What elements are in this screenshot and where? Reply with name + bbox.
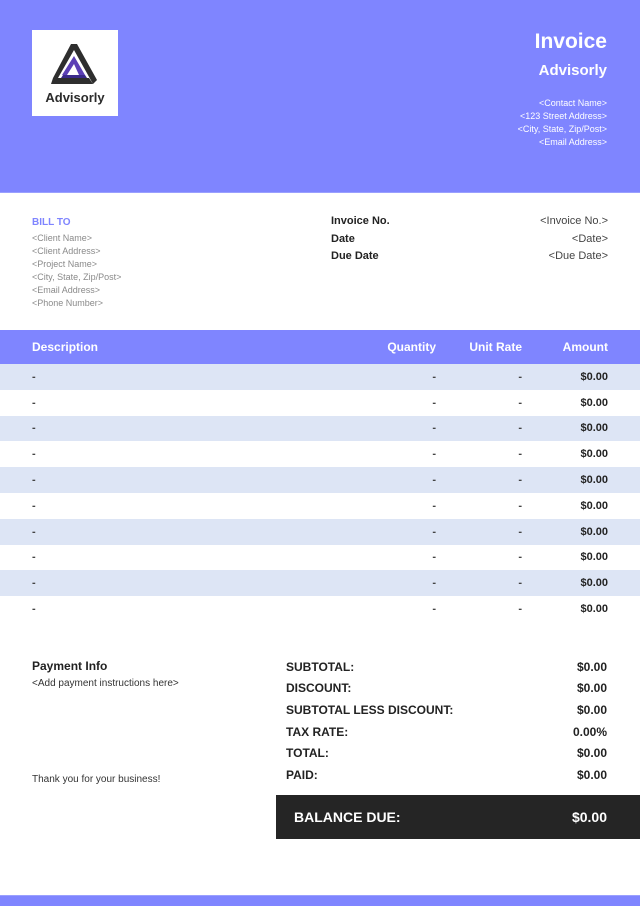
meta-row-due-date bbox=[331, 250, 608, 268]
cell-description: - bbox=[32, 577, 36, 590]
cell-amount: $0.00 bbox=[580, 474, 608, 487]
cell-quantity: - bbox=[432, 370, 436, 383]
total-label: TAX RATE: bbox=[286, 724, 349, 739]
logo-text: Advisorly bbox=[45, 90, 105, 105]
totals-summary bbox=[286, 656, 607, 786]
balance-due-value: $0.00 bbox=[571, 809, 607, 825]
table-row bbox=[0, 493, 640, 519]
meta-key: Date bbox=[331, 232, 355, 245]
cell-unit-rate: - bbox=[518, 370, 522, 383]
email-address: <Email Address> bbox=[538, 137, 607, 147]
cell-quantity: - bbox=[432, 603, 436, 616]
thank-you-note: Thank you for your business! bbox=[32, 774, 161, 785]
table-row bbox=[0, 570, 640, 596]
cell-unit-rate: - bbox=[518, 603, 522, 616]
cell-unit-rate: - bbox=[518, 396, 522, 409]
total-row-discount bbox=[286, 678, 607, 700]
cell-description: - bbox=[32, 474, 36, 487]
cell-unit-rate: - bbox=[518, 422, 522, 435]
cell-amount: $0.00 bbox=[580, 551, 608, 564]
total-row-tax-rate bbox=[286, 721, 607, 743]
cell-quantity: - bbox=[432, 448, 436, 461]
table-row bbox=[0, 545, 640, 571]
triangle-logo-icon bbox=[49, 42, 99, 86]
total-value: $0.00 bbox=[576, 681, 607, 696]
total-value: $0.00 bbox=[576, 767, 607, 782]
meta-row-invoice-no bbox=[331, 215, 608, 233]
cell-quantity: - bbox=[432, 422, 436, 435]
cell-description: - bbox=[32, 448, 36, 461]
payment-instructions: <Add payment instructions here> bbox=[32, 678, 179, 689]
header-quantity: Quantity bbox=[387, 340, 436, 354]
table-row bbox=[0, 441, 640, 467]
meta-value: <Due Date> bbox=[548, 250, 608, 262]
cell-description: - bbox=[32, 370, 36, 383]
client-email: <Email Address> bbox=[32, 285, 101, 295]
invoice-meta bbox=[331, 215, 608, 268]
cell-description: - bbox=[32, 499, 36, 512]
client-address: <Client Address> bbox=[32, 246, 101, 256]
contact-name: <Contact Name> bbox=[538, 98, 607, 108]
invoice-header bbox=[0, 0, 640, 193]
cell-amount: $0.00 bbox=[580, 396, 608, 409]
total-label: SUBTOTAL LESS DISCOUNT: bbox=[286, 702, 454, 717]
meta-row-date bbox=[331, 233, 608, 251]
cell-amount: $0.00 bbox=[580, 577, 608, 590]
cell-amount: $0.00 bbox=[580, 525, 608, 538]
cell-description: - bbox=[32, 422, 36, 435]
total-value: $0.00 bbox=[576, 702, 607, 717]
cell-amount: $0.00 bbox=[580, 448, 608, 461]
project-name: <Project Name> bbox=[32, 259, 98, 269]
table-row bbox=[0, 596, 640, 622]
total-value: 0.00% bbox=[572, 724, 607, 739]
table-header bbox=[0, 330, 640, 364]
cell-amount: $0.00 bbox=[580, 422, 608, 435]
header-description: Description bbox=[32, 340, 99, 354]
balance-due-bar bbox=[276, 795, 640, 839]
cell-quantity: - bbox=[432, 577, 436, 590]
table-row bbox=[0, 416, 640, 442]
meta-key: Due Date bbox=[331, 250, 379, 262]
client-city-state-zip: <City, State, Zip/Post> bbox=[32, 272, 122, 282]
cell-description: - bbox=[32, 525, 36, 538]
cell-amount: $0.00 bbox=[580, 499, 608, 512]
company-name: Advisorly bbox=[538, 62, 607, 79]
total-label: TOTAL: bbox=[286, 746, 329, 761]
street-address: <123 Street Address> bbox=[519, 111, 607, 121]
meta-value: <Date> bbox=[571, 232, 608, 245]
table-row bbox=[0, 390, 640, 416]
cell-description: - bbox=[32, 551, 36, 564]
city-state-zip: <City, State, Zip/Post> bbox=[517, 124, 607, 134]
cell-unit-rate: - bbox=[518, 525, 522, 538]
cell-unit-rate: - bbox=[518, 448, 522, 461]
company-contact bbox=[518, 97, 607, 149]
cell-unit-rate: - bbox=[518, 551, 522, 564]
total-value: $0.00 bbox=[576, 659, 607, 674]
total-value: $0.00 bbox=[576, 746, 607, 761]
cell-unit-rate: - bbox=[518, 474, 522, 487]
cell-amount: $0.00 bbox=[580, 603, 608, 616]
total-row-total bbox=[286, 742, 607, 764]
cell-description: - bbox=[32, 396, 36, 409]
table-row bbox=[0, 519, 640, 545]
invoice-title: Invoice bbox=[534, 30, 607, 53]
cell-amount: $0.00 bbox=[580, 370, 608, 383]
company-logo bbox=[32, 30, 118, 116]
client-phone: <Phone Number> bbox=[32, 298, 104, 308]
total-row-subtotal bbox=[286, 656, 607, 678]
client-name: <Client Name> bbox=[32, 233, 93, 243]
header-unit-rate: Unit Rate bbox=[469, 340, 522, 354]
total-label: SUBTOTAL: bbox=[286, 659, 355, 674]
payment-info-title: Payment Info bbox=[32, 659, 108, 673]
total-row-subtotal-less-discount bbox=[286, 699, 607, 721]
balance-due-label: BALANCE DUE: bbox=[294, 809, 401, 825]
table-row bbox=[0, 364, 640, 390]
cell-unit-rate: - bbox=[518, 499, 522, 512]
total-label: DISCOUNT: bbox=[286, 681, 352, 696]
cell-unit-rate: - bbox=[518, 577, 522, 590]
total-label: PAID: bbox=[286, 767, 318, 782]
bill-to-label: BILL TO bbox=[32, 217, 71, 228]
cell-quantity: - bbox=[432, 396, 436, 409]
cell-quantity: - bbox=[432, 525, 436, 538]
cell-quantity: - bbox=[432, 499, 436, 512]
meta-key: Invoice No. bbox=[331, 215, 390, 227]
cell-quantity: - bbox=[432, 551, 436, 564]
footer-bar bbox=[0, 895, 640, 906]
header-amount: Amount bbox=[562, 340, 608, 354]
line-items-table bbox=[0, 330, 640, 622]
cell-description: - bbox=[32, 603, 36, 616]
total-row-paid bbox=[286, 764, 607, 786]
meta-value: <Invoice No.> bbox=[540, 215, 608, 227]
table-row bbox=[0, 467, 640, 493]
bill-to-details bbox=[32, 232, 121, 310]
cell-quantity: - bbox=[432, 474, 436, 487]
